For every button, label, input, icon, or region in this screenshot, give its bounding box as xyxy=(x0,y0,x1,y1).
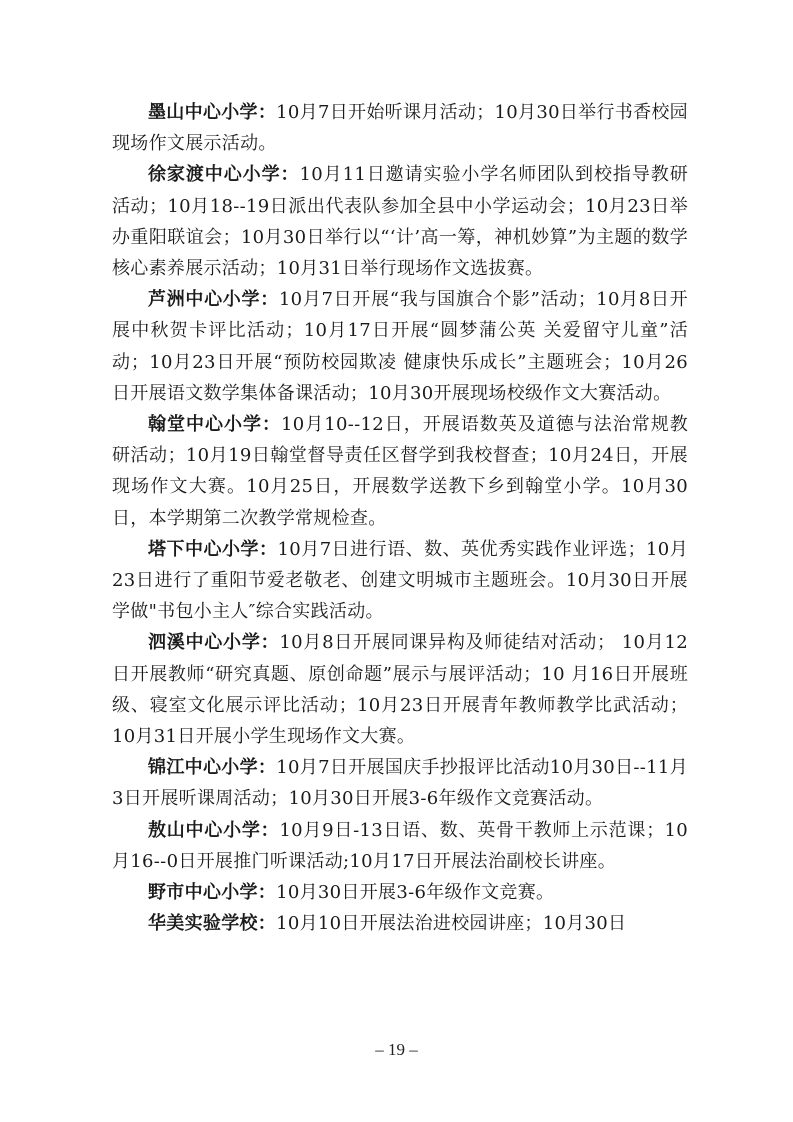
paragraph-text: 10月7日开展国庆手抄报评比活动10月30日--11月3日开展听课周活动；10月30日开展3-6年级作文竞赛活动。 xyxy=(112,757,688,810)
paragraph-text: 10月7日开始听课月活动；10月30日举行书香校园现场作文展示活动。 xyxy=(112,102,688,155)
school-name: 墨山中心小学： xyxy=(148,102,277,123)
school-name: 泗溪中心小学： xyxy=(148,632,280,654)
school-name: 芦洲中心小学： xyxy=(148,289,279,311)
paragraph-text: 10月7日进行语、数、英优秀实践作业评选；10月23日进行了重阳节爱老敬老、创建文明城市主题班会。10月30日开展学做"书包小主人″综合实践活动。 xyxy=(112,538,688,623)
school-name: 华美实验学校： xyxy=(148,913,277,935)
paragraph-huamei xyxy=(112,908,688,939)
paragraph-yeshi xyxy=(112,877,688,908)
school-name: 锦江中心小学： xyxy=(148,757,277,779)
paragraph-text: 10月10日开展法治进校园讲座；10月30日 xyxy=(276,913,627,935)
paragraph-luzhou xyxy=(112,284,688,409)
paragraph-text: 10月7日开展“我与国旗合个影”活动；10月8日开展中秋贺卡评比活动；10月17日开展“圆梦蒲公英 关爱留守儿童”活动；10月23日开展“预防校园欺凌 健康快乐成长”主题班会；10月26日开展语文数学集体备课活动；10月30开展现场校级作文大赛活动。 xyxy=(112,289,688,404)
paragraph-sixi xyxy=(112,627,688,752)
paragraph-hantang xyxy=(112,409,688,534)
paragraph-aoshan xyxy=(112,815,688,877)
page-number: – 19 – xyxy=(375,1040,418,1059)
paragraph-text: 10月10--12日，开展语数英及道德与法治常规教研活动；10月19日翰堂督导责任区督学到我校督查；10月24日，开展现场作文大赛。10月25日，开展数学送教下乡到翰堂小学。10月30日，本学期第二次教学常规检查。 xyxy=(112,414,689,529)
paragraph-jinjiang xyxy=(112,752,688,814)
paragraph-text: 10月11日邀请实验小学名师团队到校指导教研活动；10月18--19日派出代表队参加全县中小学运动会；10月23日举办重阳联谊会；10月30日举行以“‘计’高一筹，神机妙算”为主题的数学核心素养展示活动；10月31日举行现场作文选拔赛。 xyxy=(112,164,688,280)
school-name: 翰堂中心小学： xyxy=(148,414,282,436)
school-name: 塔下中心小学： xyxy=(148,538,278,560)
paragraph-text: 10月8日开展同课异构及师徒结对活动； 10月12日开展教师“研究真题、原创命题”展示与展评活动；10 月16日开展班级、寝室文化展示评比活动；10月23日开展青年教师教学比武活动；10月31日开展小学生现场作文大赛。 xyxy=(112,632,688,748)
document-body xyxy=(112,97,688,939)
paragraph-xujiadu xyxy=(112,159,688,284)
school-name: 野市中心小学： xyxy=(148,882,277,904)
paragraph-moshan xyxy=(112,97,688,159)
paragraph-text: 10月30日开展3-6年级作文竞赛。 xyxy=(276,882,555,904)
school-name: 徐家渡中心小学： xyxy=(148,164,300,186)
paragraph-taxia xyxy=(112,534,688,628)
school-name: 敖山中心小学： xyxy=(148,819,280,841)
paragraph-text: 10月9日-13日语、数、英骨干教师上示范课；10月16--0日开展推门听课活动;10月17日开展法治副校长讲座。 xyxy=(112,819,688,872)
